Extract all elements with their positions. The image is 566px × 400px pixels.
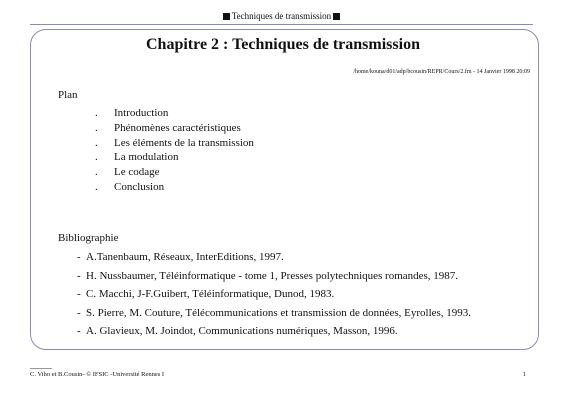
plan-item-label: Les éléments de la transmission	[114, 136, 254, 149]
running-header-text: Techniques de transmission	[231, 11, 332, 21]
page-title: Chapitre 2 : Techniques de transmission	[146, 36, 420, 53]
bibliography-reference: C. Macchi, J-F.Guibert, Téléinformatique, Dunod, 1983.	[86, 288, 335, 301]
plan-bullet: .	[95, 151, 98, 164]
plan-bullet: .	[95, 121, 98, 134]
bibliography-reference: H. Nussbaumer, Téléinformatique - tome 1, Presses polytechniques romandes, 1987.	[86, 269, 459, 282]
bibliography-item	[77, 267, 471, 286]
bibliography-bullet: -	[77, 251, 81, 263]
plan-item	[95, 121, 254, 136]
plan-bullet: .	[95, 107, 98, 119]
black-square-icon	[333, 13, 340, 20]
bibliography-heading: Bibliographie	[58, 232, 119, 244]
plan-heading: Plan	[58, 89, 78, 101]
page-number: 1	[522, 371, 526, 378]
bibliography-item	[77, 322, 471, 341]
plan-item-label: Introduction	[114, 107, 169, 119]
bibliography-bullet: -	[77, 269, 81, 282]
bibliography-bullet: -	[77, 306, 81, 319]
file-path: /home/kouna/d01/adp/bcousin/REPR/Cours/2.fm - 14 Janvier 1998 20:09	[353, 69, 530, 75]
running-header	[30, 8, 533, 25]
bibliography-item	[77, 285, 471, 304]
bibliography-reference: A.Tanenbaum, Réseaux, InterEditions, 1997.	[86, 251, 284, 263]
plan-bullet: .	[95, 136, 98, 149]
plan-item-label: La modulation	[114, 151, 179, 164]
bibliography-item	[77, 248, 471, 267]
plan-item-label: Le codage	[114, 166, 160, 179]
black-square-icon	[223, 13, 230, 20]
bibliography-reference: S. Pierre, M. Couture, Télécommunications et transmission de données, Eyrolles, 1993.	[86, 306, 472, 319]
plan-item	[95, 150, 254, 165]
bibliography-item	[77, 304, 471, 323]
plan-item-label: Conclusion	[114, 180, 165, 193]
plan-item-label: Phénomènes caractéristiques	[114, 121, 241, 134]
footer-credits: C. Viho et B.Cousin- © IFSIC -Université Rennes I	[30, 371, 165, 378]
plan-item	[95, 165, 254, 180]
plan-bullet: .	[95, 166, 98, 179]
plan-bullet: .	[95, 180, 98, 193]
bibliography-bullet: -	[77, 288, 81, 301]
plan-item	[95, 106, 254, 121]
bibliography-list	[77, 248, 471, 341]
footer-rule	[30, 368, 52, 369]
plan-item	[95, 136, 254, 151]
bibliography-reference: A. Glavieux, M. Joindot, Communications numériques, Masson, 1996.	[86, 325, 398, 338]
bibliography-bullet: -	[77, 325, 81, 338]
plan-list	[95, 106, 254, 195]
plan-item	[95, 180, 254, 195]
